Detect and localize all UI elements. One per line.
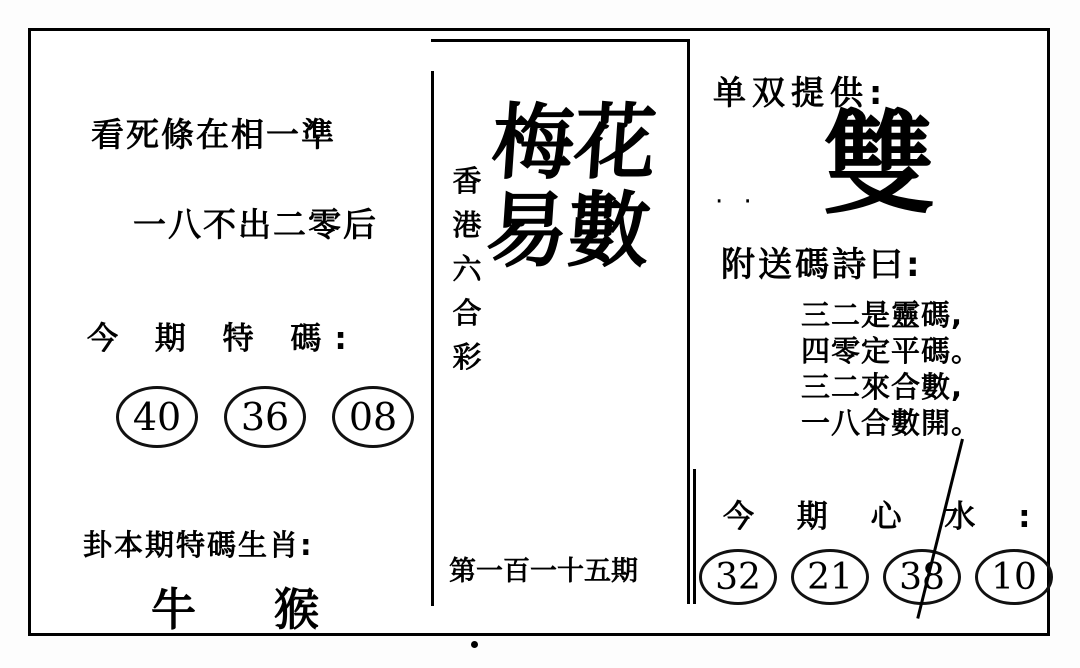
- middle-column: [431, 39, 691, 619]
- number-ball: 38: [883, 549, 961, 605]
- divider-left: [431, 71, 434, 606]
- special-code-numbers: [116, 386, 414, 448]
- subtitle-char: 合: [452, 296, 482, 330]
- subtitle-char: 港: [452, 208, 482, 242]
- poem-line: 四零定平碼。: [801, 334, 982, 368]
- subtitle-char: 香: [452, 164, 482, 198]
- poster-frame: [28, 28, 1050, 636]
- left-column: [61, 61, 441, 636]
- divider-right-section: [693, 469, 696, 604]
- special-code-label: 今 期 特 碼:: [87, 321, 360, 357]
- number-ball: 40: [116, 386, 198, 448]
- divider-right: [687, 39, 690, 604]
- brand-line: 梅花: [488, 95, 660, 191]
- poem-line: 三二來合數,: [801, 370, 964, 404]
- poem-body: [801, 297, 981, 441]
- subtitle-char: 彩: [452, 340, 482, 374]
- number-ball: 21: [791, 549, 869, 605]
- poem-line: 三二是靈碼,: [801, 298, 964, 332]
- ink-dot: [471, 641, 478, 648]
- slogan-line-1: 看死條在相一準: [91, 115, 336, 154]
- zodiac-values: [151, 573, 319, 638]
- poem-title: 附送碼詩曰:: [721, 245, 923, 285]
- number-ball: 10: [975, 549, 1053, 605]
- divider-top: [431, 39, 690, 42]
- lucky-numbers: [699, 549, 1053, 605]
- slogan-line-2: 一八不出二零后: [133, 205, 378, 244]
- zodiac-value: 猴: [274, 583, 320, 636]
- lucky-numbers-label: 今 期 心 水 :: [723, 499, 1047, 535]
- poem-line: 一八合數開。: [801, 406, 982, 440]
- number-ball: 08: [332, 386, 414, 448]
- subtitle-char: 六: [452, 252, 482, 286]
- right-column: [693, 39, 1053, 619]
- zodiac-label: 卦本期特碼生肖:: [83, 528, 314, 562]
- number-ball: 36: [224, 386, 306, 448]
- number-ball: 32: [699, 549, 777, 605]
- zodiac-value: 牛: [151, 583, 197, 636]
- odd-even-value: 雙: [823, 99, 935, 230]
- dot-marks: · ·: [715, 187, 758, 217]
- brand-line: 易數: [482, 183, 654, 279]
- issue-number: 第一百一十五期: [449, 556, 638, 587]
- brand-title: [482, 95, 685, 279]
- odd-even-label: 单双提供:: [713, 73, 889, 112]
